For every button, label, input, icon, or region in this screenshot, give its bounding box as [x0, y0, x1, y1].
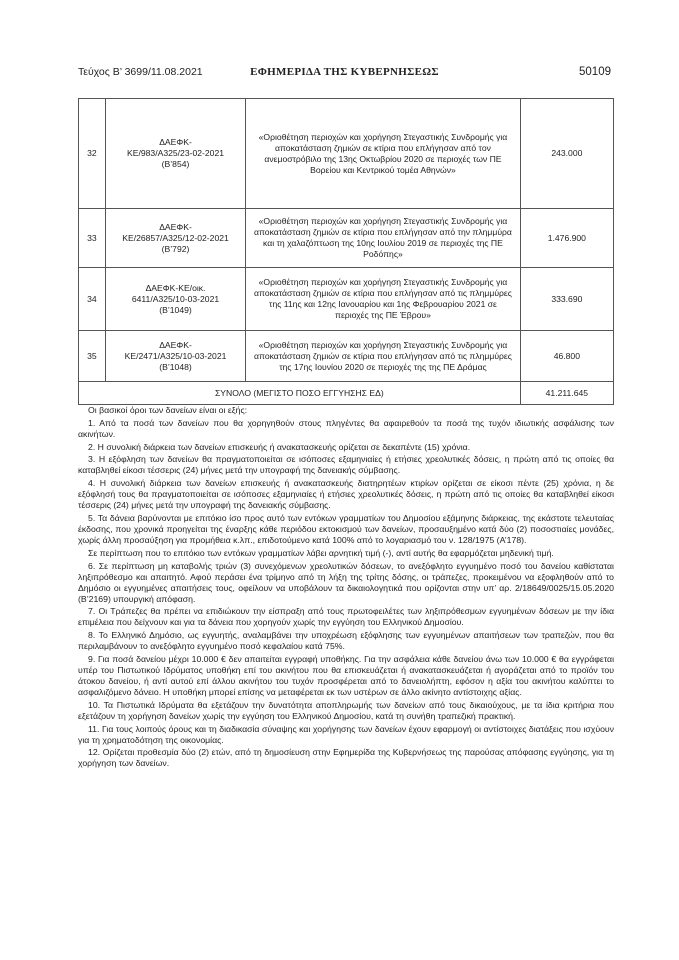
amount: 243.000: [520, 99, 613, 209]
decision-reference: ΔΑΕΦΚ-ΚΕ/οικ. 6411/Α325/10-03-2021 (Β’1049): [105, 268, 245, 331]
gazette-title: ΕΦΗΜΕΡΙΔΑ ΤΗΣ ΚΥΒΕΡΝΗΣΕΩΣ: [250, 66, 439, 78]
row-number: 34: [79, 268, 106, 331]
decision-description: «Οριοθέτηση περιοχών και χορήγηση Στεγαστικής Συνδρομής για αποκατάσταση ζημιών σε κτίρια που επλήγησαν από τον ανεμοστρόβιλο της 13ης Οκτωβρίου 2020 σε περιοχές των ΠΕ Βορείου και Κεντρικού τομέα Αθηνών»: [246, 99, 520, 209]
paragraph: 10. Τα Πιστωτικά Ιδρύματα θα εξετάζουν την δυνατότητα αποπληρωμής των δανείων από τους δικαιούχους, με τα ίδια κριτήρια που εξετάζουν τη χορήγηση δανείων χωρίς την εγγύηση του Ελληνικού Δημοσίου, κατά τη συνήθη τραπεζική πρακτική.: [78, 699, 614, 721]
decision-description: «Οριοθέτηση περιοχών και χορήγηση Στεγαστικής Συνδρομής για αποκατάσταση ζημιών σε κτίρια που επλήγησαν από τις πλημμύρες της 17ης Ιουνίου 2020 σε περιοχές της της ΠΕ Δράμας: [246, 331, 520, 382]
table-row: [79, 268, 614, 331]
table-row: [79, 99, 614, 209]
decision-reference: ΔΑΕΦΚ- ΚΕ/26857/Α325/12-02-2021 (Β’792): [105, 209, 245, 268]
decision-reference: ΔΑΕΦΚ- ΚΕ/2471/Α325/10-03-2021 (Β’1048): [105, 331, 245, 382]
paragraph: Σε περίπτωση που το επιτόκιο των εντόκων γραμματίων λάβει αρνητική τιμή (-), αντί αυτής θα εφαρμόζεται μηδενική τιμή.: [88, 547, 554, 558]
paragraph: 7. Οι Τράπεζες θα πρέπει να επιδιώκουν την είσπραξη από τους πρωτοφειλέτες των ληξιπρόθεσμων εγγυημένων δόσεων με την ίδια επιμέλεια που δείχνουν και για τα δάνεια που χορηγούν χωρίς την εγγύηση του Ελληνικού Δημοσίου.: [78, 606, 614, 628]
row-number: 33: [79, 209, 106, 268]
amount: 333.690: [520, 268, 613, 331]
paragraph: 4. Η συνολική διάρκεια των δανείων επισκευής ή ανακατασκευής διατηρητέων κτιρίων ορίζεται σε είκοσι πέντε (25) χρόνια, η δε εξόφλησή τους θα πραγματοποιείται σε ισόποσες εξαμηνιαίες ή ετήσιες χρεολυτικές δόσεις, η πρώτη από τις οποίες θα καταβληθεί είκοσι τέσσερις (24) μήνες μετά την υπογραφή της δανειακής σύμβασης.: [78, 478, 614, 511]
paragraph: 8. Το Ελληνικό Δημόσιο, ως εγγυητής, αναλαμβάνει την υποχρέωση εξόφλησης των εγγυημένων απαιτήσεων των τραπεζών, που θα περιλαμβάνουν το ανεξόφλητο εγγυημένο ποσό κεφαλαίου κατά 75%.: [78, 630, 614, 652]
row-number: 32: [79, 99, 106, 209]
row-number: 35: [79, 331, 106, 382]
total-label: ΣΥΝΟΛΟ (ΜΕΓΙΣΤΟ ΠΟΣΟ ΕΓΓΥΗΣΗΣ ΕΔ): [79, 382, 521, 405]
paragraph: 5. Τα δάνεια βαρύνονται με επιτόκιο ίσο προς αυτό των εντόκων γραμματίων του Δημοσίου εξάμηνης διάρκειας, της εκάστοτε τελευταίας έκδοσης, που χρονικά προηγείται της έναρξης κάθε περιόδου εκτοκισμού των δανείων, προσαυξημένο κατά δύο (2) ποσοστιαίες μονάδες, χωρίς άλλη προσαύξηση για προμήθεια κ.λπ., επιδοτούμενο κατά 100% από το λογαριασμό του ν. 128/1975 (Α’178).: [78, 512, 614, 545]
decision-description: «Οριοθέτηση περιοχών και χορήγηση Στεγαστικής Συνδρομής για αποκατάσταση ζημιών σε κτίρια που επλήγησαν από τις πλημμύρες της 11ης και 12ης Ιανουαρίου και 1ης Φεβρουαρίου 2021 σε περιοχές της ΠΕ Έβρου»: [246, 268, 520, 331]
total-amount: 41.211.645: [520, 382, 613, 405]
table-row: [79, 331, 614, 382]
amount: 1.476.900: [520, 209, 613, 268]
paragraph: 6. Σε περίπτωση μη καταβολής τριών (3) συνεχόμενων χρεολυτικών δόσεων, το ανεξόφλητο εγγυημένο ποσό του δανείου καθίσταται ληξιπρόθεσμο και απαιτητό. Αφού περάσει ένα τρίμηνο από τη λήξη της τρίτης δόσης, οι τράπεζες, προκειμένου να εξοφληθούν από το Δημόσιο οι εγγυημένες απαιτήσεις τους, οφείλουν να υποβάλουν τα δικαιολογητικά που ορίζονται στην υπ’ αρ. 2/18649/0025/15.05.2020 (Β’2169) υπουργική απόφαση.: [78, 560, 614, 604]
amount: 46.800: [520, 331, 613, 382]
page-header: [78, 66, 611, 80]
paragraph: 2. Η συνολική διάρκεια των δανείων επισκευής ή ανακατασκευής ορίζεται σε δεκαπέντε (15) χρόνια.: [88, 441, 471, 452]
paragraph: 3. Η εξόφληση των δανείων θα πραγματοποιείται σε ισόποσες εξαμηνιαίες ή ετήσιες χρεολυτικές δόσεις, η πρώτη από τις οποίες θα καταβληθεί είκοσι τέσσερις (24) μήνες μετά την υπογραφή της δανειακής σύμβασης.: [78, 454, 614, 476]
paragraph: 11. Για τους λοιπούς όρους και τη διαδικασία σύναψης και χορήγησης των δανείων έχουν εφαρμογή οι αντίστοιχες διατάξεις που ισχύουν για τη χρηματοδότηση της οικονομίας.: [78, 723, 614, 745]
page-number: 50109: [579, 66, 611, 78]
table-row: [79, 209, 614, 268]
total-row: [79, 382, 614, 405]
paragraph: 9. Για ποσά δανείου μέχρι 10.000 € δεν απαιτείται εγγραφή υποθήκης. Για την ασφάλεια κάθε δανείου άνω των 10.000 € θα εγγράφεται υπέρ του Πιστωτικού Ιδρύματος υποθήκη επί του ακινήτου που θα επισκευάζεται ή ανακατασκευάζεται ή αγοράζεται από το προϊόν του άτοκου δανείου, ή αντί αυτού επί άλλου ακινήτου του τυχόν προσφέρεται από το δανειολήπτη, εφόσον η αξία του ακινήτου καλύπτει το ασφαλιζόμενο δάνειο. Η υποθήκη μπορεί επίσης να μεταφέρεται εκ των υστέρων σε άλλο ακίνητο αντίστοιχης αξίας.: [78, 653, 614, 697]
paragraph: 1. Από τα ποσά των δανείων που θα χορηγηθούν στους πληγέντες θα αφαιρεθούν τα ποσά της τυχόν ιδιωτικής ασφάλισης των ακινήτων.: [78, 417, 614, 439]
decision-reference: ΔΑΕΦΚ- ΚΕ/983/Α325/23-02-2021 (Β’854): [105, 99, 245, 209]
decisions-table: [78, 98, 614, 405]
paragraph: 12. Ορίζεται προθεσμία δύο (2) ετών, από τη δημοσίευση στην Εφημερίδα της Κυβερνήσεως της παρούσας απόφασης εγγύησης, για τη χορήγηση των δανείων.: [78, 747, 614, 769]
loan-terms-text: [78, 405, 614, 771]
issue-reference: Τεύχος Β’ 3699/11.08.2021: [78, 66, 203, 78]
decision-description: «Οριοθέτηση περιοχών και χορήγηση Στεγαστικής Συνδρομής για αποκατάσταση ζημιών σε κτίρια που επλήγησαν από την πλημμύρα και τη χαλαζόπτωση της 10ης Ιουλίου 2019 σε περιοχές της ΠΕ Ροδόπης»: [246, 209, 520, 268]
paragraph: Οι βασικοί όροι των δανείων είναι οι εξής:: [88, 405, 248, 415]
